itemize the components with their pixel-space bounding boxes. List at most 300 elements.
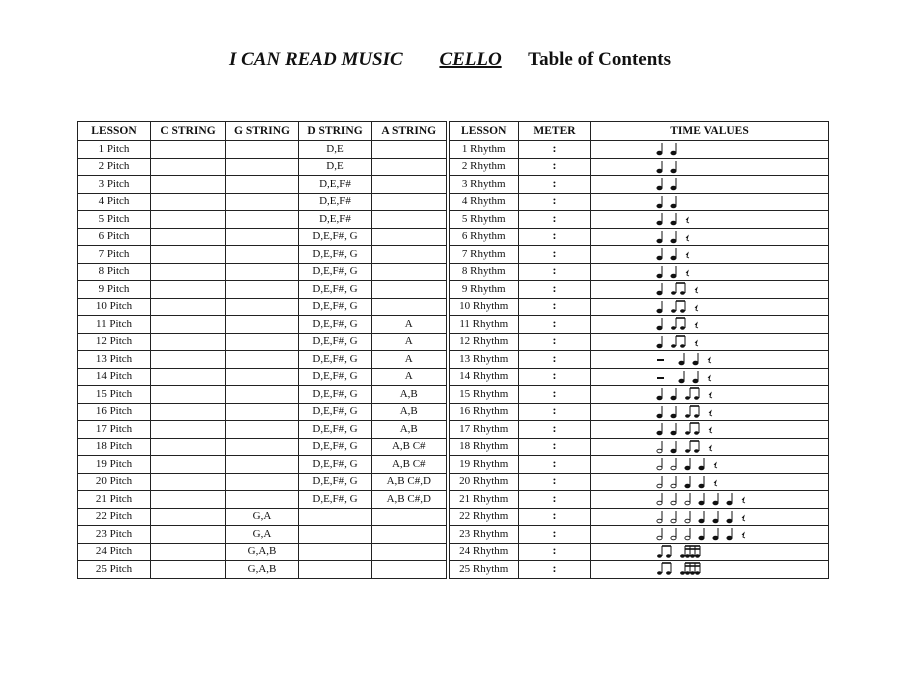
header-g-string: G STRING: [226, 122, 299, 141]
note-q: [657, 283, 662, 295]
note-sequence: [655, 491, 825, 507]
table-row: [78, 246, 829, 264]
note-e2: [685, 423, 699, 435]
table-row: [78, 333, 829, 351]
d-string-cell: D,E,F#, G: [299, 351, 372, 369]
note-e2: [685, 441, 699, 453]
rhythm-lesson-cell: 14 Rhythm: [448, 368, 519, 386]
note-e2: [685, 406, 699, 418]
table-row: [78, 561, 829, 579]
meter-cell: [519, 368, 591, 386]
table-row: [78, 316, 829, 334]
note-h: [671, 458, 676, 470]
d-string-cell: D,E,F#, G: [299, 438, 372, 456]
c-string-cell: [151, 281, 226, 299]
a-string-cell: [372, 246, 448, 264]
a-string-cell: A: [372, 368, 448, 386]
note-q: [671, 388, 676, 400]
rhythm-lesson-cell: 19 Rhythm: [448, 456, 519, 474]
header-d-string: D STRING: [299, 122, 372, 141]
a-string-cell: A: [372, 316, 448, 334]
a-string-cell: [372, 561, 448, 579]
meter-cell: [519, 351, 591, 369]
c-string-cell: [151, 298, 226, 316]
table-row: [78, 158, 829, 176]
note-q: [679, 353, 684, 365]
time-values-cell: [591, 438, 829, 456]
header-a-string: A STRING: [372, 122, 448, 141]
note-sequence: [655, 246, 825, 262]
header-lesson: LESSON: [78, 122, 151, 141]
note-h: [657, 511, 662, 523]
note-q: [671, 143, 676, 155]
note-sequence: [655, 456, 825, 472]
c-string-cell: [151, 193, 226, 211]
meter-cell: [519, 473, 591, 491]
page-title: [0, 46, 900, 74]
c-string-cell: [151, 141, 226, 159]
note-e2: [671, 336, 685, 348]
a-string-cell: [372, 263, 448, 281]
note-h: [657, 476, 662, 488]
a-string-cell: A: [372, 333, 448, 351]
rhythm-lesson-cell: 24 Rhythm: [448, 543, 519, 561]
meter-mark: :: [552, 158, 557, 173]
meter-cell: [519, 176, 591, 194]
time-values-cell: [591, 281, 829, 299]
a-string-cell: [372, 211, 448, 229]
note-q: [713, 493, 718, 505]
note-sequence: [655, 561, 825, 577]
d-string-cell: D,E,F#, G: [299, 246, 372, 264]
meter-mark: :: [552, 525, 557, 540]
note-e2: [657, 563, 671, 575]
note-q: [657, 301, 662, 313]
note-e2: [671, 283, 685, 295]
note-r: [695, 323, 698, 328]
meter-mark: :: [552, 438, 557, 453]
d-string-cell: D,E,F#: [299, 176, 372, 194]
rhythm-lesson-cell: 13 Rhythm: [448, 351, 519, 369]
note-q: [671, 441, 676, 453]
g-string-cell: G,A,B: [226, 543, 299, 561]
rhythm-lesson-cell: 20 Rhythm: [448, 473, 519, 491]
note-q: [699, 493, 704, 505]
g-string-cell: [226, 228, 299, 246]
note-sequence: [655, 229, 825, 245]
lesson-cell: 20 Pitch: [78, 473, 151, 491]
c-string-cell: [151, 368, 226, 386]
d-string-cell: [299, 543, 372, 561]
lesson-cell: 10 Pitch: [78, 298, 151, 316]
note-q: [671, 178, 676, 190]
d-string-cell: D,E,F#, G: [299, 316, 372, 334]
c-string-cell: [151, 211, 226, 229]
rhythm-lesson-cell: 16 Rhythm: [448, 403, 519, 421]
time-values-cell: [591, 473, 829, 491]
meter-cell: [519, 526, 591, 544]
rhythm-lesson-cell: 9 Rhythm: [448, 281, 519, 299]
time-values-cell: [591, 526, 829, 544]
header-rhythm-lesson: LESSON: [448, 122, 519, 141]
note-sequence: [655, 176, 825, 192]
note-q: [671, 213, 676, 225]
note-e2: [671, 301, 685, 313]
note-r: [742, 498, 745, 503]
meter-cell: [519, 298, 591, 316]
d-string-cell: [299, 561, 372, 579]
note-r: [714, 481, 717, 486]
meter-mark: :: [552, 455, 557, 470]
time-values-cell: [591, 403, 829, 421]
meter-mark: :: [552, 298, 557, 313]
d-string-cell: D,E,F#, G: [299, 333, 372, 351]
header-time-values: TIME VALUES: [591, 122, 829, 141]
lesson-cell: 21 Pitch: [78, 491, 151, 509]
c-string-cell: [151, 473, 226, 491]
note-e2: [657, 546, 671, 558]
c-string-cell: [151, 543, 226, 561]
c-string-cell: [151, 351, 226, 369]
g-string-cell: [226, 473, 299, 491]
note-q: [713, 511, 718, 523]
note-q: [671, 161, 676, 173]
note-h: [671, 528, 676, 540]
g-string-cell: [226, 491, 299, 509]
a-string-cell: [372, 543, 448, 561]
note-h: [685, 511, 690, 523]
note-q: [657, 196, 662, 208]
note-q: [699, 458, 704, 470]
table-row: [78, 281, 829, 299]
lesson-cell: 4 Pitch: [78, 193, 151, 211]
lesson-cell: 19 Pitch: [78, 456, 151, 474]
meter-mark: :: [552, 420, 557, 435]
g-string-cell: [226, 176, 299, 194]
rhythm-lesson-cell: 1 Rhythm: [448, 141, 519, 159]
note-q: [657, 406, 662, 418]
note-q: [657, 213, 662, 225]
c-string-cell: [151, 333, 226, 351]
rhythm-lesson-cell: 4 Rhythm: [448, 193, 519, 211]
time-values-cell: [591, 421, 829, 439]
header-c-string: C STRING: [151, 122, 226, 141]
note-q: [727, 493, 732, 505]
c-string-cell: [151, 228, 226, 246]
meter-mark: :: [552, 490, 557, 505]
note-r: [686, 236, 689, 241]
note-q: [693, 371, 698, 383]
lesson-cell: 2 Pitch: [78, 158, 151, 176]
c-string-cell: [151, 386, 226, 404]
rhythm-lesson-cell: 5 Rhythm: [448, 211, 519, 229]
g-string-cell: [226, 281, 299, 299]
note-q: [685, 458, 690, 470]
note-r: [686, 253, 689, 258]
table-row: [78, 176, 829, 194]
meter-mark: :: [552, 473, 557, 488]
d-string-cell: D,E,F#, G: [299, 298, 372, 316]
g-string-cell: [226, 141, 299, 159]
rhythm-lesson-cell: 3 Rhythm: [448, 176, 519, 194]
g-string-cell: [226, 386, 299, 404]
a-string-cell: A,B C#: [372, 438, 448, 456]
note-r: [708, 358, 711, 363]
meter-mark: :: [552, 333, 557, 348]
a-string-cell: [372, 193, 448, 211]
g-string-cell: [226, 333, 299, 351]
c-string-cell: [151, 403, 226, 421]
lesson-cell: 1 Pitch: [78, 141, 151, 159]
a-string-cell: [372, 508, 448, 526]
time-values-cell: [591, 316, 829, 334]
rhythm-lesson-cell: 2 Rhythm: [448, 158, 519, 176]
meter-mark: :: [552, 350, 557, 365]
a-string-cell: A,B: [372, 403, 448, 421]
meter-mark: :: [552, 403, 557, 418]
meter-cell: [519, 228, 591, 246]
g-string-cell: [226, 158, 299, 176]
note-sequence: [655, 351, 825, 367]
note-sequence: [655, 526, 825, 542]
meter-cell: [519, 403, 591, 421]
note-r: [742, 516, 745, 521]
note-q: [699, 476, 704, 488]
table-row: [78, 421, 829, 439]
lesson-cell: 22 Pitch: [78, 508, 151, 526]
lesson-cell: 8 Pitch: [78, 263, 151, 281]
table-body: [78, 141, 829, 579]
note-sequence: [655, 316, 825, 332]
d-string-cell: D,E: [299, 141, 372, 159]
note-r: [695, 306, 698, 311]
meter-mark: :: [552, 245, 557, 260]
d-string-cell: D,E,F#: [299, 193, 372, 211]
meter-cell: [519, 491, 591, 509]
g-string-cell: [226, 263, 299, 281]
note-r: [709, 411, 712, 416]
note-r: [709, 393, 712, 398]
note-sequence: [655, 159, 825, 175]
g-string-cell: [226, 438, 299, 456]
c-string-cell: [151, 438, 226, 456]
table-row: [78, 438, 829, 456]
a-string-cell: [372, 176, 448, 194]
note-q: [699, 528, 704, 540]
a-string-cell: [372, 281, 448, 299]
c-string-cell: [151, 508, 226, 526]
d-string-cell: D,E,F#, G: [299, 263, 372, 281]
table-row: [78, 543, 829, 561]
note-h: [657, 458, 662, 470]
note-r: [686, 271, 689, 276]
a-string-cell: A,B: [372, 386, 448, 404]
d-string-cell: D,E,F#, G: [299, 386, 372, 404]
note-sequence: [655, 474, 825, 490]
a-string-cell: A,B C#,D: [372, 473, 448, 491]
note-r: [686, 218, 689, 223]
table-row: [78, 141, 829, 159]
time-values-cell: [591, 158, 829, 176]
c-string-cell: [151, 246, 226, 264]
a-string-cell: A: [372, 351, 448, 369]
rhythm-lesson-cell: 18 Rhythm: [448, 438, 519, 456]
meter-cell: [519, 316, 591, 334]
lesson-cell: 11 Pitch: [78, 316, 151, 334]
d-string-cell: D,E: [299, 158, 372, 176]
table-row: [78, 193, 829, 211]
note-sequence: [655, 404, 825, 420]
contents-table: [77, 121, 829, 579]
c-string-cell: [151, 263, 226, 281]
note-q: [657, 161, 662, 173]
meter-mark: :: [552, 140, 557, 155]
note-r: [695, 288, 698, 293]
table-row: [78, 491, 829, 509]
note-q: [657, 266, 662, 278]
time-values-cell: [591, 508, 829, 526]
meter-mark: :: [552, 263, 557, 278]
d-string-cell: D,E,F#, G: [299, 228, 372, 246]
note-r: [742, 533, 745, 538]
g-string-cell: [226, 368, 299, 386]
note-q: [671, 266, 676, 278]
note-sequence: [655, 509, 825, 525]
note-q: [657, 388, 662, 400]
meter-cell: [519, 246, 591, 264]
rhythm-lesson-cell: 6 Rhythm: [448, 228, 519, 246]
note-q: [671, 406, 676, 418]
a-string-cell: [372, 298, 448, 316]
meter-cell: [519, 543, 591, 561]
lesson-cell: 18 Pitch: [78, 438, 151, 456]
d-string-cell: D,E,F#, G: [299, 491, 372, 509]
rhythm-lesson-cell: 11 Rhythm: [448, 316, 519, 334]
note-q: [671, 231, 676, 243]
table-row: [78, 456, 829, 474]
note-q: [657, 178, 662, 190]
g-string-cell: [226, 421, 299, 439]
note-sequence: [655, 369, 825, 385]
header-row: [78, 122, 829, 141]
note-q: [657, 336, 662, 348]
note-s4: [680, 563, 700, 575]
time-values-cell: [591, 543, 829, 561]
lesson-cell: 9 Pitch: [78, 281, 151, 299]
g-string-cell: [226, 351, 299, 369]
meter-mark: :: [552, 385, 557, 400]
lesson-cell: 13 Pitch: [78, 351, 151, 369]
lesson-cell: 16 Pitch: [78, 403, 151, 421]
book-title: I CAN READ MUSIC: [228, 49, 403, 70]
c-string-cell: [151, 456, 226, 474]
time-values-cell: [591, 456, 829, 474]
table-row: [78, 526, 829, 544]
c-string-cell: [151, 421, 226, 439]
note-h: [657, 528, 662, 540]
note-h: [685, 528, 690, 540]
a-string-cell: [372, 141, 448, 159]
rhythm-lesson-cell: 21 Rhythm: [448, 491, 519, 509]
a-string-cell: A,B C#: [372, 456, 448, 474]
rhythm-lesson-cell: 22 Rhythm: [448, 508, 519, 526]
meter-mark: :: [552, 560, 557, 575]
g-string-cell: [226, 298, 299, 316]
d-string-cell: D,E,F#, G: [299, 473, 372, 491]
meter-cell: [519, 386, 591, 404]
time-values-cell: [591, 368, 829, 386]
table-row: [78, 211, 829, 229]
time-values-cell: [591, 351, 829, 369]
meter-mark: :: [552, 315, 557, 330]
meter-cell: [519, 193, 591, 211]
g-string-cell: [226, 211, 299, 229]
meter-mark: :: [552, 228, 557, 243]
meter-mark: :: [552, 210, 557, 225]
table-row: [78, 386, 829, 404]
note-e2: [671, 318, 685, 330]
time-values-cell: [591, 176, 829, 194]
c-string-cell: [151, 561, 226, 579]
note-s4: [680, 546, 700, 558]
lesson-cell: 6 Pitch: [78, 228, 151, 246]
table-row: [78, 263, 829, 281]
time-values-cell: [591, 263, 829, 281]
d-string-cell: D,E,F#, G: [299, 403, 372, 421]
note-r: [714, 463, 717, 468]
c-string-cell: [151, 316, 226, 334]
note-sequence: [655, 281, 825, 297]
table-row: [78, 473, 829, 491]
note-sequence: [655, 386, 825, 402]
meter-cell: [519, 263, 591, 281]
meter-cell: [519, 211, 591, 229]
g-string-cell: [226, 316, 299, 334]
note-sequence: [655, 264, 825, 280]
meter-mark: :: [552, 368, 557, 383]
time-values-cell: [591, 298, 829, 316]
note-q: [727, 511, 732, 523]
meter-cell: [519, 281, 591, 299]
note-r: [708, 376, 711, 381]
time-values-cell: [591, 386, 829, 404]
note-h: [671, 493, 676, 505]
table-row: [78, 228, 829, 246]
meter-cell: [519, 158, 591, 176]
time-values-cell: [591, 193, 829, 211]
note-q: [685, 476, 690, 488]
note-r: [709, 428, 712, 433]
rhythm-lesson-cell: 17 Rhythm: [448, 421, 519, 439]
note-q: [713, 528, 718, 540]
time-values-cell: [591, 333, 829, 351]
table-row: [78, 368, 829, 386]
rhythm-lesson-cell: 23 Rhythm: [448, 526, 519, 544]
g-string-cell: G,A,B: [226, 561, 299, 579]
g-string-cell: G,A: [226, 508, 299, 526]
d-string-cell: D,E,F#, G: [299, 368, 372, 386]
note-q: [657, 423, 662, 435]
section-title: Table of Contents: [528, 49, 672, 70]
d-string-cell: [299, 508, 372, 526]
meter-cell: [519, 456, 591, 474]
note-q: [693, 353, 698, 365]
lesson-cell: 24 Pitch: [78, 543, 151, 561]
header-meter: METER: [519, 122, 591, 141]
meter-cell: [519, 438, 591, 456]
rhythm-lesson-cell: 7 Rhythm: [448, 246, 519, 264]
note-q: [657, 248, 662, 260]
